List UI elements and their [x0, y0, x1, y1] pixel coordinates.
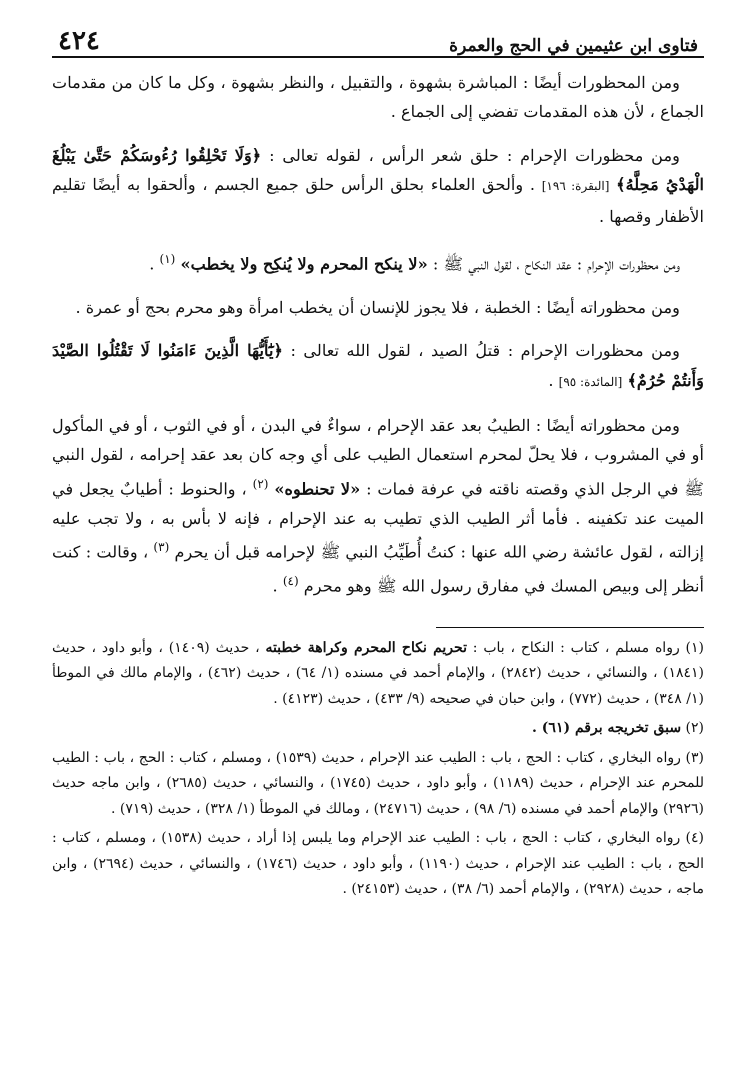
verse-citation: [البقرة: ١٩٦] [541, 179, 610, 194]
footnotes [52, 636, 704, 903]
footnote-ref: (١) [159, 252, 176, 267]
paragraph-intimacy: ومن المحظورات أيضًا : المباشرة بشهوة ، والتقبيل ، والنظر بشهوة ، وكل ما كان من مقدمات الجماع ، لأن هذه المقدمات تفضي إلى الجماع . [52, 73, 704, 122]
quran-verse: ﴿يَٰٓأَيُّهَا الَّذِينَ ءَامَنُوا لَا تَقْتُلُوا الصَّيْدَ وَأَنتُمْ حُرُمٌ﴾ [52, 341, 704, 390]
paragraph-text: . [149, 254, 160, 274]
paragraph-text: . وألحق العلماء بحلق الرأس حلق جميع الجسم ، وألحقوا به أيضًا تقليم الأظفار وقصها . [52, 175, 704, 226]
main-text [52, 68, 704, 601]
verse-citation: [المائدة: ٩٥] [558, 374, 623, 389]
footnote-4: (٤) رواه البخاري ، كتاب : الحج ، باب : الطيب عند الإحرام وما يلبس إذا أراد ، حديث (١٥٣٨) ، ومسلم ، كتاب : الحج ، باب : الطيب عند الإحرام ، حديث (١١٩٠) ، وأبو داود ، حديث (١٧٤٦) ، والنسائي ، حديث (٢٦٩٤) ، وابن ماجه ، حديث (٢٩٢٨) ، والإمام أحمد (٦/ ٣٨) ، حديث (٢٤١٥٣) . [52, 830, 704, 898]
footnote-separator [436, 627, 704, 628]
paragraph-marriage [52, 245, 704, 279]
page-number: ٤٢٤ [58, 26, 100, 56]
footnote-text: (١) رواه مسلم ، كتاب : النكاح ، باب : [466, 639, 705, 656]
quran-verse: ﴿وَلَا تَحْلِقُوا رُءُوسَكُمْ حَتَّىٰ يَبْلُغَ الْهَدْيُ مَحِلَّهُ﴾ [52, 145, 704, 195]
footnote-text: (٢) [681, 720, 704, 737]
book-page [52, 18, 704, 907]
footnote-bold: تحريم نكاح المحرم وكراهة خطبته [265, 639, 467, 656]
paragraph-text: . [272, 576, 283, 596]
paragraph-text: ومن محظورات الإحرام : عقد النكاح ، لقول النبي ﷺ : [427, 254, 680, 274]
footnote-text: ، حديث (١٤٠٩) ، وأبو داود ، حديث (١٨٤١) ، والنسائي ، حديث (٢٨٤٢) ، والإمام أحمد في مسنده (١/ ٦٤) ، حديث (٤٦٢) ، والإمام مالك في الموطأ (١/ ٣٤٨) ، حديث (٧٧٢) ، وابن حبان في صحيحه (٩/ ٤٣٣) ، حديث (٤١٢٣) . [52, 639, 704, 707]
paragraph-perfume [52, 411, 704, 601]
paragraph-text: ، والحنوط : أطيابٌ يجعل في الميت عند تكفينه . فأما أثر الطيب الذي تطيب به عند الإحرام ، فإنه لا بأس به ، ولا تجب عليه إزالته ، لقول عائشة رضي الله عنها : كنتُ أُطَيِّبُ النبي ﷺ لإحرامه قبل أن يحرم [52, 479, 704, 562]
hadith-quote: «لا تحنطوه» [274, 479, 361, 499]
hadith-quote: «لا ينكح المحرم ولا يُنكِح ولا يخطب» [180, 254, 428, 274]
paragraph-text: ، وقالت : كنت أنظر إلى وبيص المسك في مفارق رسول الله ﷺ وهو محرم [52, 542, 704, 596]
paragraph-text: . [548, 370, 559, 390]
paragraph-hunting [52, 336, 704, 397]
footnote-2 [52, 716, 704, 742]
paragraph-text: ومن محظوراته أيضًا : الطيبُ بعد عقد الإحرام ، سواءٌ في البدن ، أو في الثوب ، أو في المأكول أو في المشروب ، فلا يحلّ لمحرم استعمال الطيب على أي وجه كان بعد عقد إحرامه ، لقول النبي ﷺ في الرجل الذي وقصته ناقته في عرفة فمات : [52, 416, 704, 499]
paragraph-shaving [52, 141, 704, 231]
footnote-ref: (٣) [153, 540, 170, 555]
paragraph-text: ومن محظورات الإحرام : قتلُ الصيد ، لقول الله تعالى : [282, 341, 680, 361]
footnote-ref: (٤) [282, 573, 299, 588]
paragraph-proposal: ومن محظوراته أيضًا : الخطبة ، فلا يجوز للإنسان أن يخطب امرأة وهو محرم بحج أو عمرة . [75, 297, 680, 317]
footnote-3: (٣) رواه البخاري ، كتاب : الحج ، باب : الطيب عند الإحرام ، حديث (١٥٣٩) ، ومسلم ، كتاب : الحج ، باب : الطيب للمحرم عند الإحرام ، حديث (١١٨٩) ، وأبو داود ، حديث (١٧٤٥) ، والنسائي ، حديث (٢٦٨٥) ، وابن ماجه حديث (٢٩٢٦) والإمام أحمد في مسنده (٦/ ٩٨) ، حديث (٢٤٧١٦) ، ومالك في الموطأ (١/ ٣٢٨) ، حديث (٧١٩) . [52, 749, 704, 817]
page-header [52, 18, 704, 56]
running-title: فتاوى ابن عثيمين في الحج والعمرة [449, 36, 698, 56]
footnote-1 [52, 636, 704, 713]
footnote-bold: سبق تخريجه برقم (٦١) . [532, 720, 682, 737]
header-rule [52, 56, 704, 58]
footnote-ref: (٢) [252, 476, 269, 491]
paragraph-text: ومن محظورات الإحرام : حلق شعر الرأس ، لقوله تعالى : [261, 145, 680, 165]
